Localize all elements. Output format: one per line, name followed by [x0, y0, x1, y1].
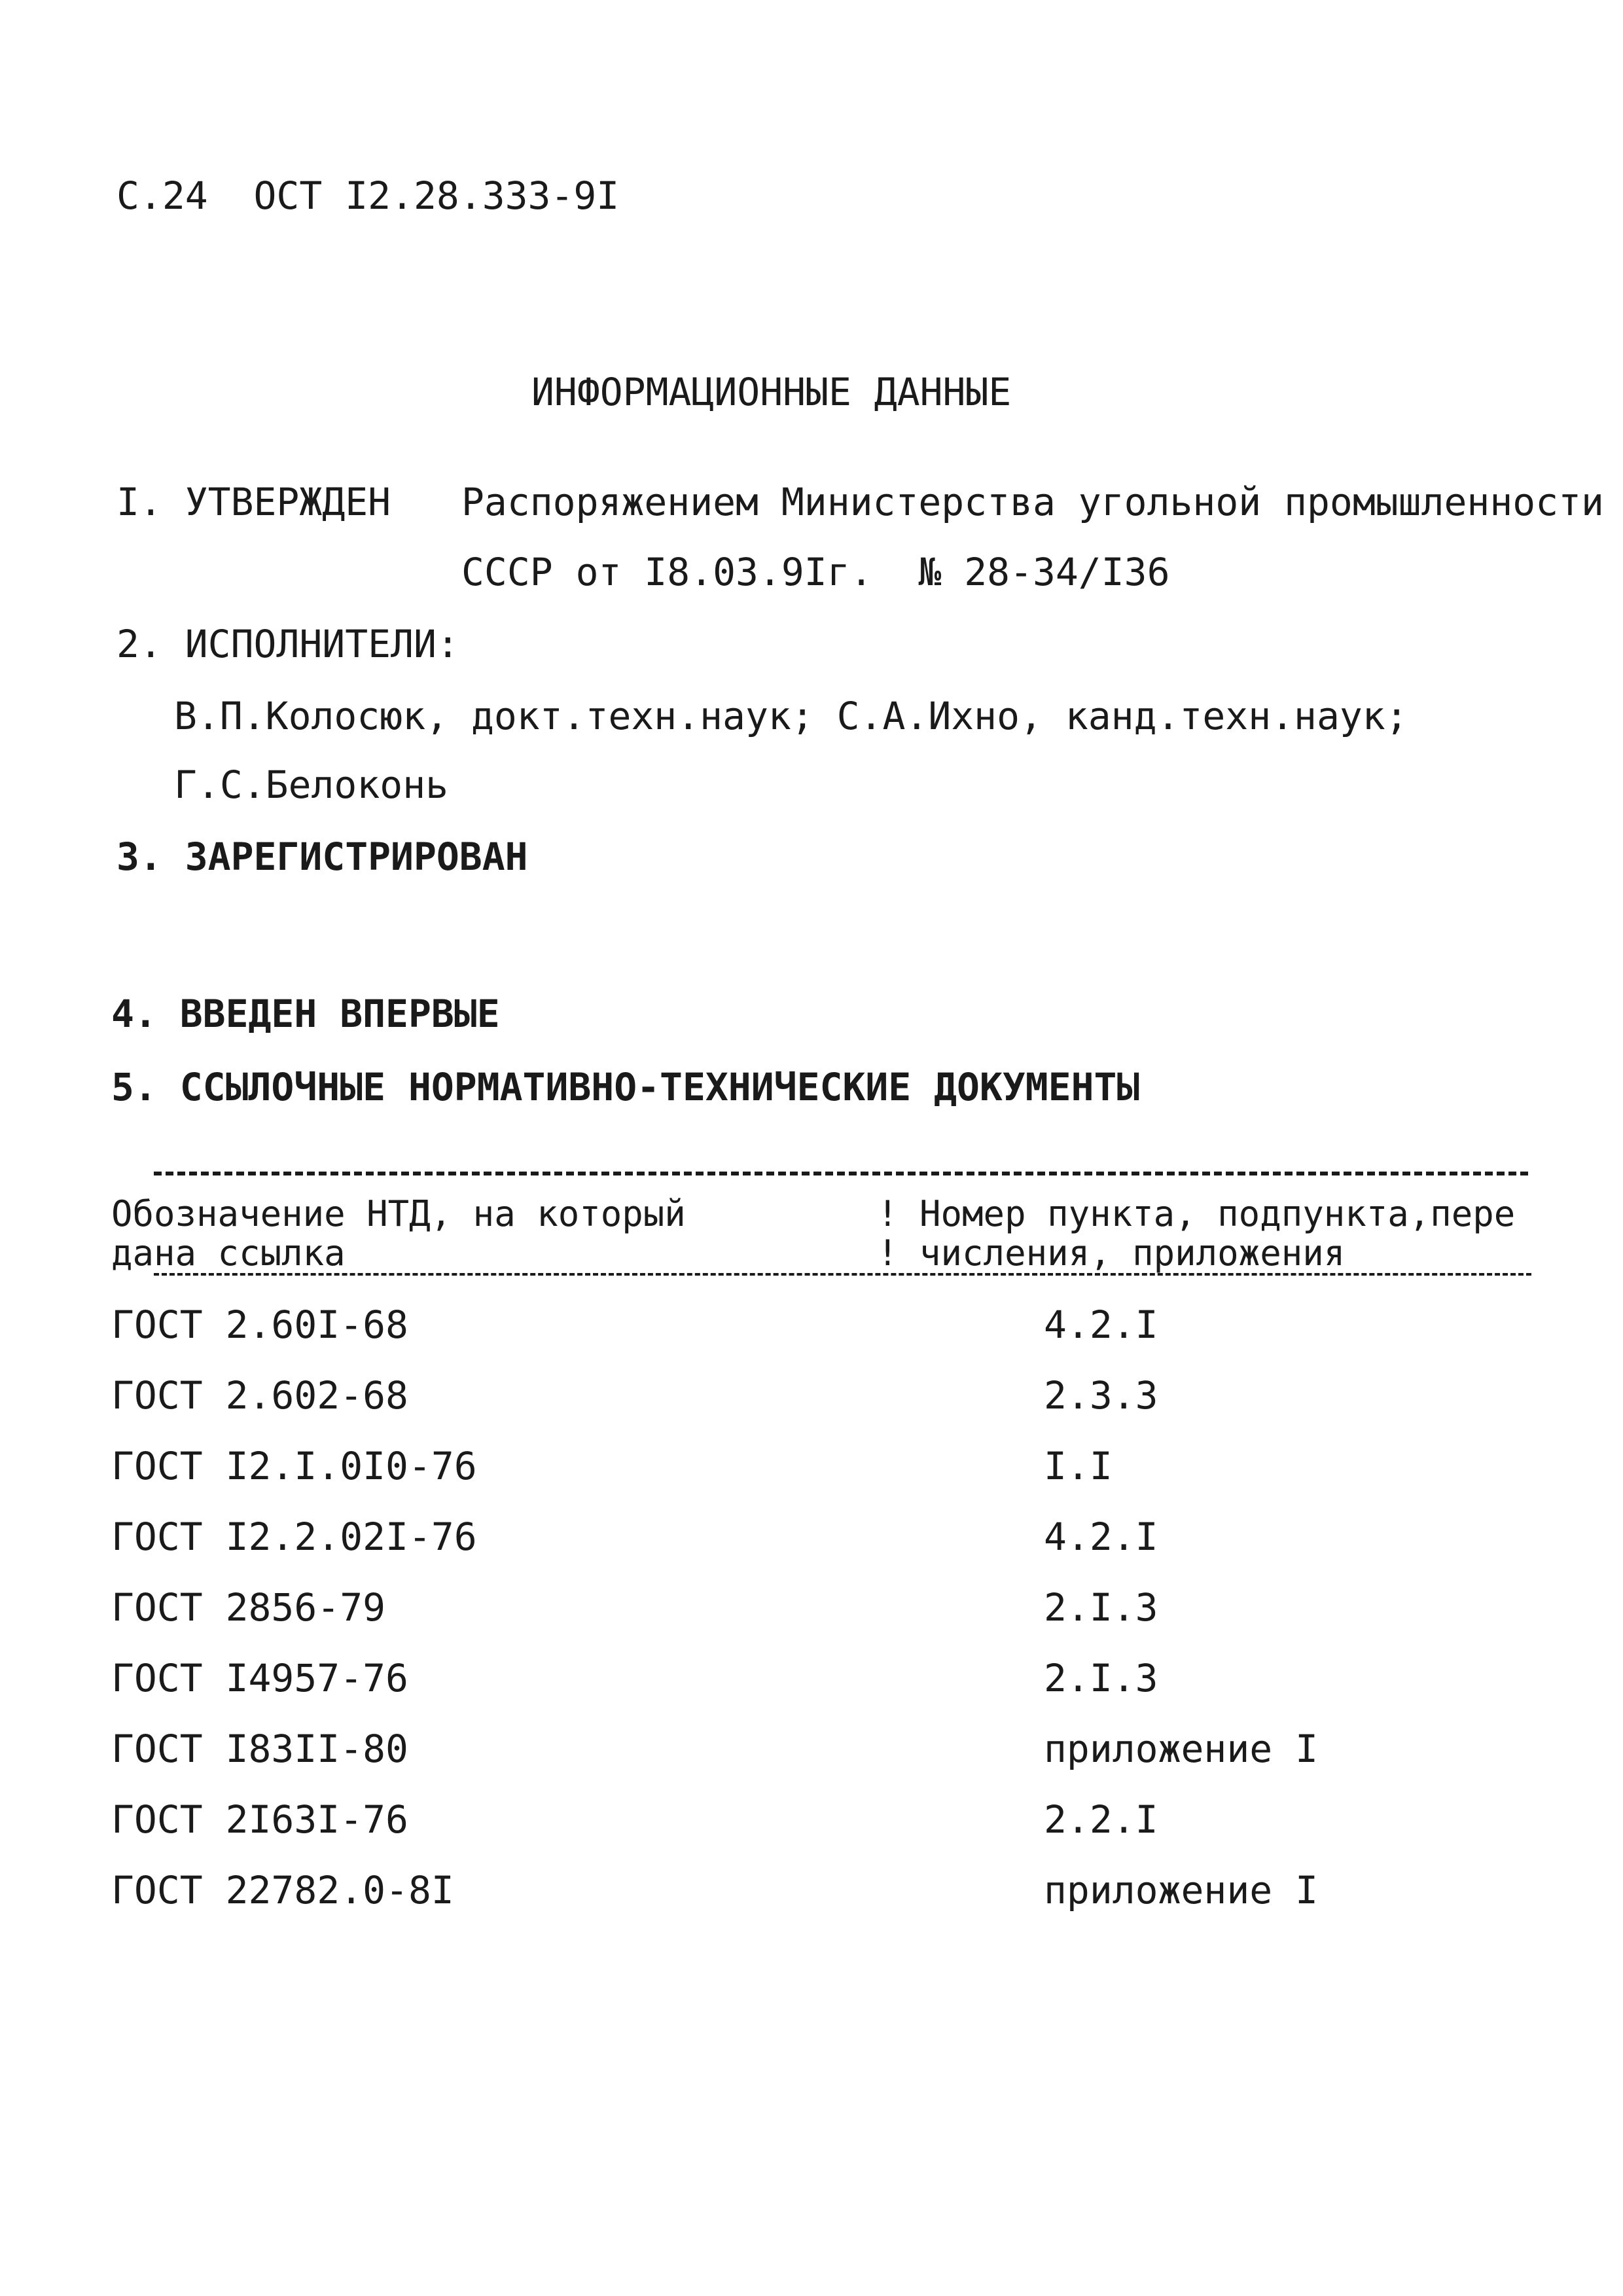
section-2-label: 2. ИСПОЛНИТЕЛИ: — [116, 622, 459, 666]
table-row-ref: 2.3.3 — [1044, 1373, 1158, 1418]
table-row-doc: ГОСТ I2.I.0I0-76 — [111, 1444, 477, 1488]
table-col1-header-line-2: дана ссылка — [111, 1232, 346, 1274]
section-2-line-1: В.П.Колосюк, докт.техн.наук; С.А.Ихно, канд.техн.наук; — [174, 694, 1408, 738]
page-header: С.24 ОСТ I2.28.333-9I — [116, 173, 620, 218]
table-row-doc: ГОСТ I2.2.02I-76 — [111, 1515, 477, 1559]
table-col2-header-line-1: ! Номер пункта, подпункта,пере — [877, 1193, 1516, 1234]
table-row-ref: 2.I.3 — [1044, 1656, 1158, 1700]
table-row-ref: приложение I — [1044, 1868, 1319, 1912]
section-1-line-2: СССР от I8.03.9Iг. № 28-34/I36 — [461, 550, 1170, 594]
table-col2-header-line-2: ! числения, приложения — [877, 1232, 1346, 1274]
document-title: ИНФОРМАЦИОННЫЕ ДАННЫЕ — [531, 370, 1012, 414]
table-row-doc: ГОСТ 22782.0-8I — [111, 1868, 454, 1912]
table-row-ref: 2.I.3 — [1044, 1585, 1158, 1630]
table-row-doc: ГОСТ 2.602-68 — [111, 1373, 408, 1418]
section-4-label: 4. ВВЕДЕН ВПЕРВЫЕ — [111, 992, 500, 1036]
table-header-rule — [154, 1273, 1531, 1276]
table-row-ref: 4.2.I — [1044, 1302, 1158, 1347]
table-top-rule — [154, 1172, 1528, 1175]
table-row-ref: I.I — [1044, 1444, 1113, 1488]
table-row-doc: ГОСТ 2I63I-76 — [111, 1797, 408, 1842]
section-3-label: 3. ЗАРЕГИСТРИРОВАН — [116, 834, 528, 879]
table-row-doc: ГОСТ 2.60I-68 — [111, 1302, 408, 1347]
section-2-line-2: Г.С.Белоконь — [174, 762, 449, 807]
table-row-ref: 2.2.I — [1044, 1797, 1158, 1842]
table-col1-header-line-1: Обозначение НТД, на который — [111, 1193, 686, 1234]
section-1-line-1: Распоряжением Министерства угольной промышленности — [461, 480, 1604, 524]
table-row-ref: приложение I — [1044, 1727, 1319, 1771]
table-row-doc: ГОСТ 2856-79 — [111, 1585, 386, 1630]
section-1-label: I. УТВЕРЖДЕН — [116, 480, 391, 524]
section-5-label: 5. ССЫЛОЧНЫЕ НОРМАТИВНО-ТЕХНИЧЕСКИЕ ДОКУМЕНТЫ — [111, 1065, 1140, 1109]
table-row-doc: ГОСТ I4957-76 — [111, 1656, 408, 1700]
table-row-ref: 4.2.I — [1044, 1515, 1158, 1559]
table-row-doc: ГОСТ I83II-80 — [111, 1727, 408, 1771]
